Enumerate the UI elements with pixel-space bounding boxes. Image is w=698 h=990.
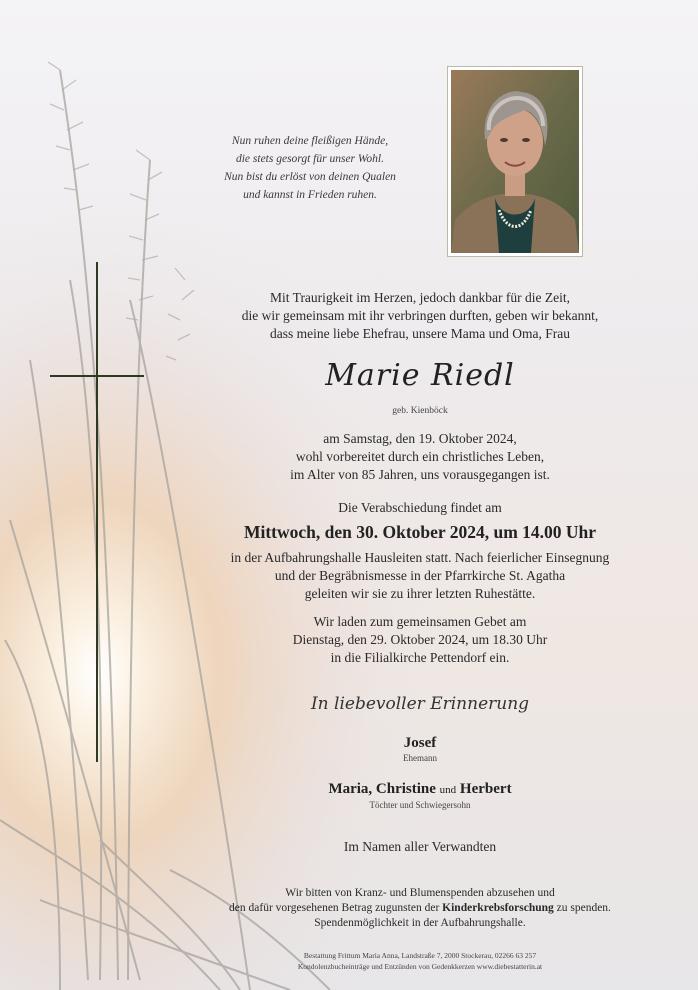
donation-line: Spendenmöglichkeit in der Aufbahrungshalle. bbox=[314, 917, 526, 929]
farewell-intro: Die Verabschiedung findet am bbox=[338, 500, 502, 515]
poem bbox=[210, 132, 410, 204]
poem-line: Nun bist du erlöst von deinen Qualen bbox=[224, 171, 396, 183]
prayer-line: Dienstag, den 29. Oktober 2024, um 18.30 Uhr bbox=[292, 632, 548, 647]
farewell-date: Mittwoch, den 30. Oktober 2024, um 14.00 Uhr bbox=[243, 522, 597, 542]
mourner-connector: und bbox=[439, 784, 457, 796]
intro-line: dass meine liebe Ehefrau, unsere Mama und Oma, Frau bbox=[270, 326, 570, 341]
mourner-name-a: Maria, Christine bbox=[328, 781, 436, 797]
mourner-name-b: Herbert bbox=[459, 781, 512, 797]
prayer-invitation bbox=[200, 613, 640, 667]
death-line: wohl vorbereitet durch ein christliches Leben, bbox=[295, 449, 545, 464]
deceased-name: Marie Riedl bbox=[325, 358, 515, 393]
prayer-line: Wir laden zum gemeinsamen Gebet am bbox=[313, 614, 527, 629]
poem-line: die stets gesorgt für unser Wohl. bbox=[235, 153, 384, 165]
donation-line: Wir bitten von Kranz- und Blumenspenden abzusehen und bbox=[285, 887, 555, 899]
portrait-photo bbox=[447, 66, 583, 257]
donation-text: zu spenden. bbox=[553, 902, 611, 914]
ceremony-details bbox=[180, 549, 660, 603]
relatives-line: Im Namen aller Verwandten bbox=[343, 839, 497, 854]
intro-line: die wir gemeinsam mit ihr verbringen durften, geben wir bekannt, bbox=[241, 308, 599, 323]
donation-text: den dafür vorgesehenen Betrag zugunsten der bbox=[229, 902, 443, 914]
donation-line bbox=[200, 901, 640, 916]
memory-heading: In liebevoller Erinnerung bbox=[310, 694, 530, 714]
death-line: im Alter von 85 Jahren, uns vorausgegangen ist. bbox=[290, 467, 550, 482]
death-line: am Samstag, den 19. Oktober 2024, bbox=[323, 431, 517, 446]
prayer-line: in die Filialkirche Pettendorf ein. bbox=[330, 650, 510, 665]
footer-line: Bestattung Frittum Maria Anna, Landstraße 7, 2000 Stockerau, 02266 63 257 bbox=[303, 951, 537, 960]
mourner-names bbox=[260, 780, 580, 799]
footer-line: Kondolenzbucheinträge und Entzünden von Gedenkkerzen www.diebestatterin.at bbox=[297, 962, 543, 971]
maiden-name: geb. Kienböck bbox=[392, 406, 448, 416]
ceremony-line: geleiten wir sie zu ihrer letzten Ruhestätte. bbox=[304, 586, 536, 601]
mourner-name: Josef bbox=[403, 735, 437, 751]
ceremony-line: und der Begräbnismesse in der Pfarrkirche St. Agatha bbox=[274, 568, 566, 583]
intro-line: Mit Traurigkeit im Herzen, jedoch dankbar für die Zeit, bbox=[270, 290, 570, 305]
mourner-spouse bbox=[320, 734, 520, 764]
mourner-relation: Ehemann bbox=[403, 753, 437, 763]
mourner-relation: Töchter und Schwiegersohn bbox=[369, 800, 471, 810]
mourner-children bbox=[260, 780, 580, 811]
ceremony-line: in der Aufbahrungshalle Hausleiten statt. Nach feierlicher Einsegnung bbox=[230, 550, 610, 565]
poem-line: Nun ruhen deine fleißigen Hände, bbox=[231, 135, 389, 147]
death-notice bbox=[200, 430, 640, 484]
funeral-home-footer bbox=[200, 950, 640, 972]
poem-line: und kannst in Frieden ruhen. bbox=[243, 189, 377, 201]
donation-note bbox=[200, 886, 640, 931]
donation-charity: Kinderkrebsforschung bbox=[442, 902, 554, 914]
announcement-intro bbox=[200, 289, 640, 343]
